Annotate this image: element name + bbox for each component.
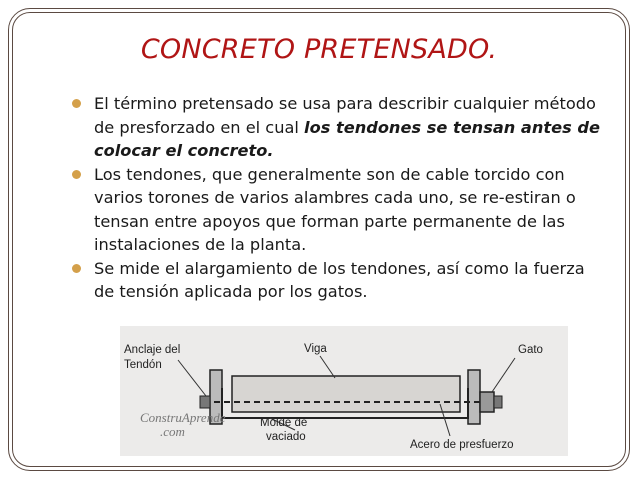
bullet-list <box>72 92 602 304</box>
label-steel: Acero de presfuerzo <box>410 439 514 451</box>
bullet-item-2 <box>72 163 602 257</box>
tendon-anchor <box>200 396 210 408</box>
label-mold-line1: Molde de <box>260 417 308 429</box>
bullet-3-text: Se mide el alargamiento de los tendones, así como la fuerza de tensión aplicada por los gatos. <box>94 258 585 301</box>
label-beam: Viga <box>304 343 327 355</box>
right-abutment <box>468 370 480 424</box>
watermark-line2: .com <box>160 424 185 439</box>
label-mold-line2: vaciado <box>266 431 306 443</box>
label-anchor-line2: Tendón <box>124 359 162 371</box>
slide-title: CONCRETO PRETENSADO. <box>140 34 498 65</box>
label-anchor-line1: Anclaje del <box>124 344 181 356</box>
bullet-item-1 <box>72 92 602 163</box>
jack-piston <box>494 396 502 408</box>
bullet-dot-icon <box>72 264 81 273</box>
bullet-1-text: El término pretensado se usa para describir cualquier método de presforzado en el cual <box>94 94 596 137</box>
pretensioning-diagram-svg <box>120 326 568 456</box>
bullet-dot-icon <box>72 99 81 108</box>
bullet-item-3 <box>72 257 602 304</box>
label-jack: Gato <box>518 344 543 356</box>
bullet-1-emphasis: los tendones se tensan antes de colocar el concreto. <box>94 117 600 160</box>
watermark-line1: ConstruAprende <box>140 410 226 425</box>
bullet-dot-icon <box>72 170 81 179</box>
bullet-2-text: Los tendones, que generalmente son de cable torcido con varios torones de varios alambres cada uno, se re-estiran o tensan entre apoyos que forman parte permanente de las instalaciones de la planta. <box>94 164 576 254</box>
beam <box>232 376 460 412</box>
jack <box>480 392 494 412</box>
pretensioning-diagram <box>120 326 568 456</box>
